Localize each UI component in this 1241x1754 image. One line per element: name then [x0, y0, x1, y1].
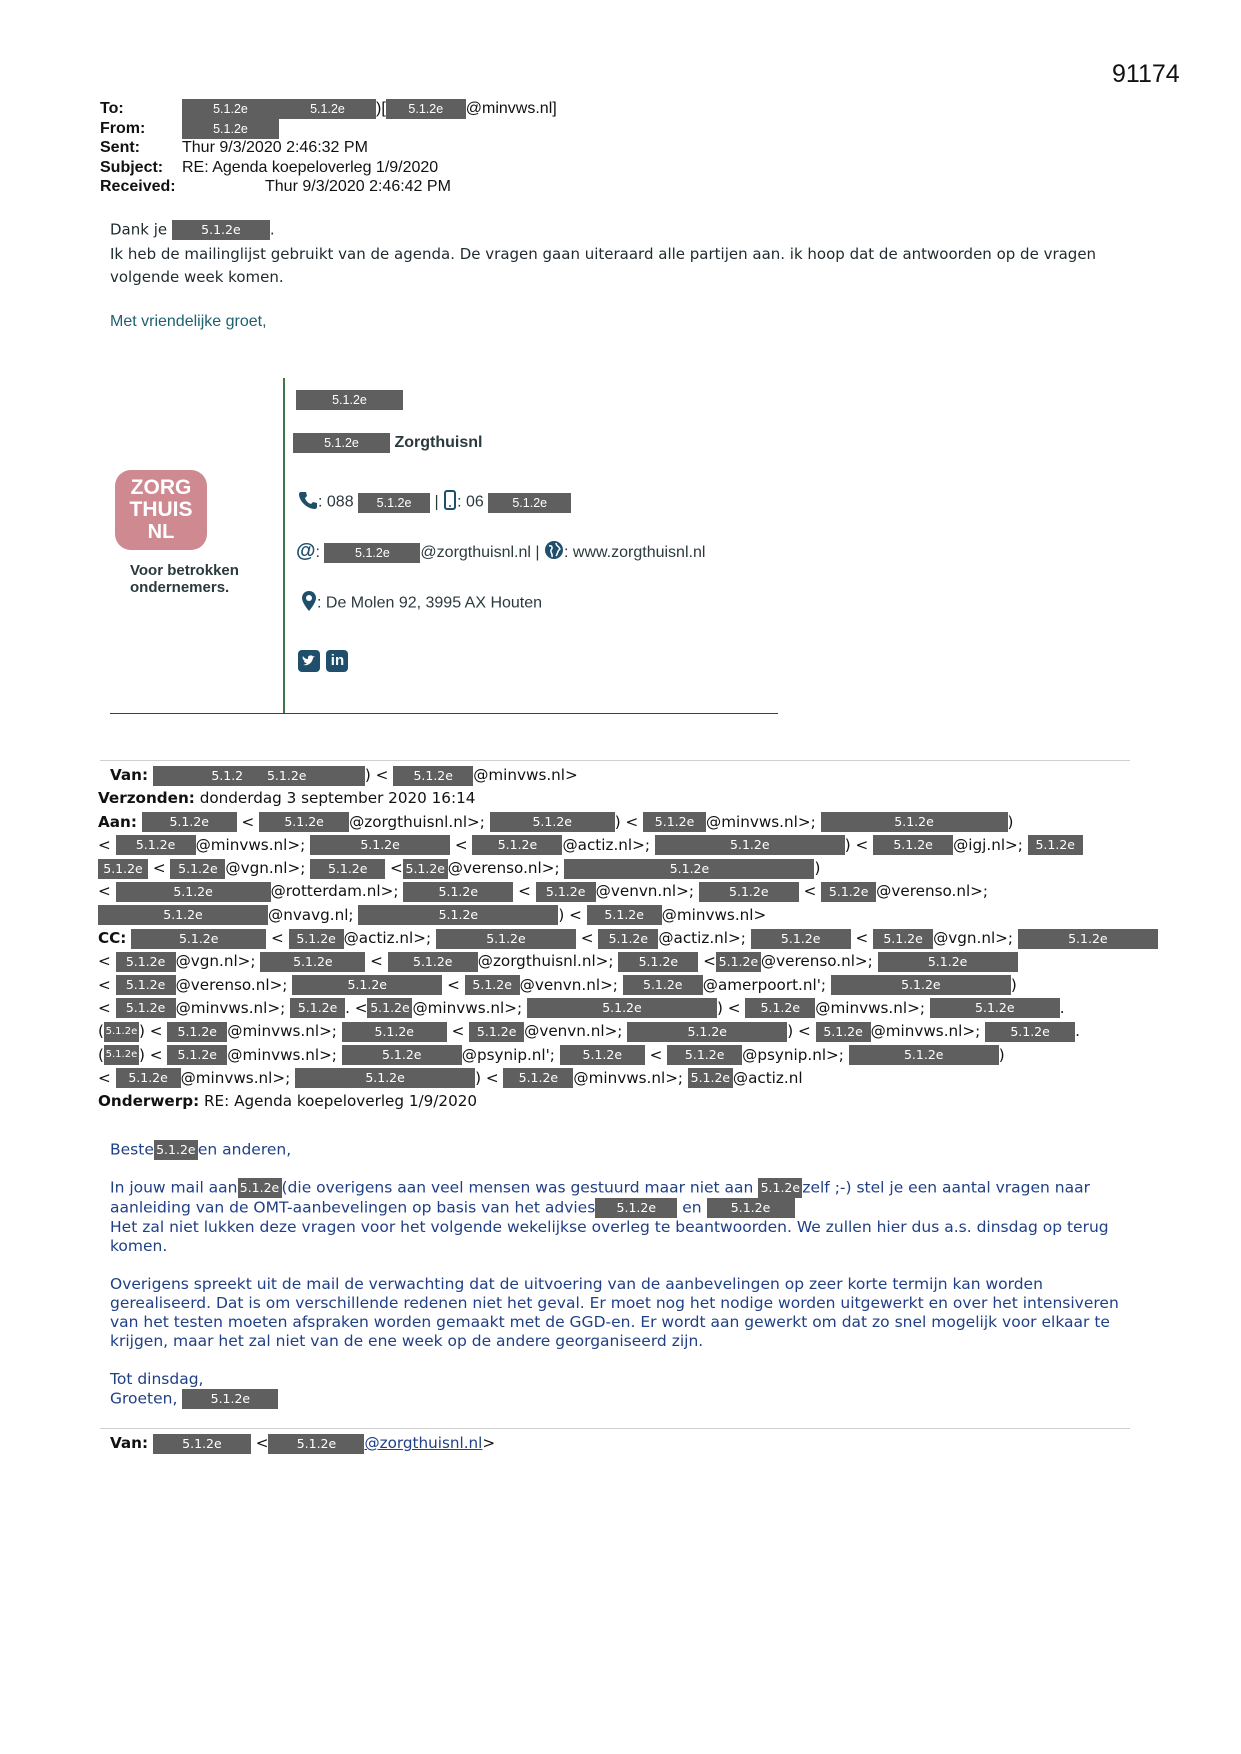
text-fragment: 5.1.2e [718, 953, 759, 969]
text-fragment: 5.1.2e [975, 1000, 1015, 1016]
body-paragraph-2-line-2: gerealiseerd. Dat is om verschillende redenen niet het geval. Er moet nog het nodige worden uitgewerkt en over het intensiveren [110, 1294, 1119, 1312]
text-fragment: CC: 5.1.2e < 5.1.2e @actiz.nl>; 5.1.2e < 5.1.2e @actiz.nl>; 5.1.2e < 5.1.2e @vgn.nl>; 5.1.2e [98, 927, 1138, 950]
text-fragment: 5.1.2e [1035, 837, 1075, 853]
at-icon: @ [296, 540, 316, 562]
text-fragment: @verenso.nl>; [876, 882, 989, 901]
text-fragment: 5.1.2e [545, 883, 586, 899]
text-fragment: 5.1.2e [690, 1070, 731, 1086]
address: : De Molen 92, 3995 AX Houten [317, 594, 543, 612]
location-pin-icon [301, 590, 317, 617]
text-fragment: @vgn.nl>; [933, 929, 1014, 948]
text-fragment: 5.1.2e [284, 814, 324, 830]
text-fragment: 5.1.2e [669, 860, 710, 876]
text-fragment: @minvws.nl> [473, 766, 578, 784]
redaction [388, 952, 478, 972]
text-fragment: 5.1.2e [760, 1180, 801, 1195]
social-icons [298, 650, 348, 672]
signature-name [296, 390, 403, 410]
body-greeting [110, 1140, 1130, 1160]
text-fragment: 5.1.2e [883, 930, 923, 946]
text-fragment: 5.1.2 [211, 767, 244, 783]
text-fragment: 5.1.2e [405, 860, 445, 876]
text-fragment: 5.1.2e [780, 930, 821, 946]
signature-address-line [301, 590, 542, 617]
text-fragment [98, 1090, 1138, 1113]
text-fragment: 5.1.2e [582, 1047, 623, 1063]
redaction [688, 1068, 733, 1088]
redaction [716, 952, 761, 972]
redaction [116, 882, 271, 902]
text-fragment: 5.1.2e [828, 883, 869, 899]
text-fragment: @actiz.nl>; [562, 835, 650, 854]
text-fragment: 5.1.2e [125, 1000, 166, 1016]
redaction: 5.1.2e [293, 433, 390, 453]
text-fragment: 5.1.2e [178, 860, 218, 876]
text-fragment: 5.1.2e [497, 837, 538, 853]
text-fragment: 5.1.2e [169, 814, 209, 830]
redaction [849, 1045, 999, 1065]
redaction [564, 859, 814, 879]
footer-van-line [110, 1432, 495, 1455]
redaction [758, 1178, 802, 1198]
text-fragment: @minvws.nl>; [706, 812, 816, 831]
text-fragment: @zorgthuisnl.nl>; [477, 952, 614, 971]
text-fragment: 5.1.2e [729, 883, 769, 899]
text-fragment: 5.1.2e [643, 977, 683, 993]
text-fragment: 5.1.2e [297, 1000, 338, 1016]
redaction [490, 812, 615, 832]
redaction [560, 1045, 645, 1065]
redaction [527, 998, 717, 1018]
redaction [260, 952, 365, 972]
redaction: 5.1.2e [358, 493, 430, 513]
text-fragment: 5.1.2e [684, 1047, 725, 1063]
text-fragment: @minvws.nl>; [815, 998, 925, 1017]
text-fragment: 5.1.2e [128, 1070, 168, 1086]
text-fragment: @minvws.nl>; [227, 1022, 337, 1041]
redaction [587, 905, 662, 925]
text-fragment: 5.1.2e [1010, 1023, 1050, 1039]
text-fragment: Groeten, [110, 1389, 178, 1408]
text-fragment: @zorgthuisnl.nl>; [349, 812, 485, 831]
redaction [116, 952, 176, 972]
redaction: 5.1.2e [172, 220, 270, 240]
signature-phone-line: : 088 5.1.2e | : 06 5.1.2e [298, 490, 571, 515]
text-fragment: < 5.1.2e @rotterdam.nl>; 5.1.2e < 5.1.2e @venvn.nl>; 5.1.2e < 5.1.2e @verenso.nl>; [98, 882, 989, 901]
signature-bottom-rule [110, 713, 778, 714]
text-fragment: Van: [110, 766, 149, 784]
body-paragraph-1-line-2 [110, 1198, 1130, 1218]
body-paragraph-2-line-1: Overigens spreekt uit de mail de verwachting dat de uitvoering van de aanbevelingen op zeer korte termijn kan worden [110, 1275, 1043, 1293]
redaction [536, 882, 596, 902]
redaction [873, 835, 953, 855]
redaction: 5.1.2e [324, 543, 420, 563]
text-fragment: 5.1.2e [163, 907, 203, 923]
text-fragment: @minvws.nl>; [175, 998, 286, 1017]
text-fragment: 5.1.2e [365, 1070, 405, 1086]
body-paragraph-1-line-4: komen. [110, 1237, 168, 1255]
text-fragment: @igj.nl>; [953, 835, 1023, 854]
sent-value: Thur 9/3/2020 2:46:32 PM [182, 139, 368, 156]
redaction [342, 1045, 462, 1065]
text-fragment: 5.1.2e [893, 837, 933, 853]
text-fragment: < 5.1.2e @minvws.nl>; 5.1.2e . < 5.1.2e @minvws.nl>; 5.1.2e ) < 5.1.2e @minvws.nl>; 5.1.2e . [98, 998, 1065, 1017]
redaction [1018, 929, 1158, 949]
text-fragment: 5.1.2e [125, 977, 166, 993]
redaction [469, 1022, 524, 1042]
redaction: 5.1.2e [182, 99, 279, 119]
redaction [104, 1022, 139, 1042]
mobile-icon [443, 490, 457, 515]
text-fragment: @actiz.nl>; [658, 929, 746, 948]
text-fragment: 5.1.2e [103, 860, 143, 876]
redaction [465, 975, 520, 995]
redaction [116, 1068, 181, 1088]
redaction [167, 1022, 227, 1042]
text-fragment: 5.1.2e [927, 953, 968, 969]
body-closing-2 [110, 1389, 1130, 1409]
redaction [182, 1389, 278, 1409]
text-fragment: 5.1.2e [178, 930, 219, 946]
text-fragment: RE: Agenda koepeloverleg 1/9/2020 [203, 1092, 478, 1111]
text-fragment: ( 5.1.2e ) < 5.1.2e @minvws.nl>; 5.1.2e @psynip.nl'; 5.1.2e < 5.1.2e @psynip.nl>; 5.1.2e ) [98, 1045, 1005, 1064]
text-fragment: 5.1.2e [608, 930, 649, 946]
redaction [358, 905, 558, 925]
redaction [342, 1022, 447, 1042]
text-fragment: @nvavg.nl; [268, 905, 354, 924]
redaction [367, 998, 412, 1018]
redaction [259, 812, 349, 832]
redaction [595, 1198, 677, 1218]
redaction: 5.1.2e [296, 390, 403, 410]
text-fragment: 5.1.2e [903, 1047, 944, 1063]
text-fragment: 5.1.2e [654, 814, 695, 830]
redaction [985, 1022, 1075, 1042]
text-fragment: @minvws.nl> [661, 905, 767, 924]
text-fragment: @rotterdam.nl>; [270, 882, 399, 901]
text-fragment: ( 5.1.2e ) < 5.1.2e @minvws.nl>; 5.1.2e < 5.1.2e @venvn.nl>; 5.1.2e ) < 5.1.2e @minvws.nl>; 5.1.2e . [98, 1022, 1080, 1041]
text-fragment: > [482, 1434, 496, 1452]
text-fragment: @verenso.nl>; [760, 952, 873, 971]
text-fragment: 5.1.2e [177, 1047, 217, 1063]
reply-line-1: Ik heb de mailinglijst gebruikt van de agenda. De vragen gaan uiteraard alle partijen aan. ik hoop dat de antwoorden op de vragen [110, 245, 1097, 263]
redaction [873, 929, 933, 949]
signature-vertical-rule [283, 378, 285, 714]
text-fragment: 5.1.2e [173, 883, 213, 899]
text-fragment: 5.1.2e [438, 883, 479, 899]
text-fragment: aanleiding van de OMT-aanbevelingen op basis van het advies [110, 1198, 596, 1217]
redaction [403, 882, 513, 902]
text-fragment: 5.1.2e [687, 1023, 727, 1039]
body-paragraph-1-line-3: Het zal niet lukken deze vragen voor het volgende wekelijkse overleg te beantwoorden. We zullen hier dus a.s. dinsdag op terug [110, 1218, 1109, 1236]
reply-line-2: volgende week komen. [110, 268, 284, 286]
text-fragment: @venvn.nl>; [595, 882, 694, 901]
received-value: Thur 9/3/2020 2:46:42 PM [265, 178, 451, 195]
text-fragment: @minvws.nl>; [195, 835, 306, 854]
text-fragment: @psynip.nl'; [461, 1045, 555, 1064]
text-fragment: 5.1.2e [1068, 930, 1108, 946]
text-fragment: < 5.1.2e @vgn.nl>; 5.1.2e < 5.1.2e @zorgthuisnl.nl>; 5.1.2e < 5.1.2e @verenso.nl>; 5.1.2e [98, 950, 1138, 973]
org-name: Zorgthuisnl [394, 434, 483, 452]
text-fragment: @venvn.nl>; [519, 975, 618, 994]
body-paragraph-2-line-3: van het testen moeten afspraken worden gemaakt met de GGD-en. Er wordt aan gewerkt om dat zo snel mogelijk voor elkaar te [110, 1313, 1110, 1331]
text-fragment: Onderwerp: [98, 1092, 200, 1111]
text-fragment: @actiz.nl>; [343, 929, 432, 948]
text-fragment: < [255, 1434, 269, 1452]
text-fragment: 5.1.2e [730, 837, 770, 853]
signature-org-line [293, 433, 482, 453]
text-fragment: 5.1.2e [156, 1142, 196, 1157]
text-fragment: 5.1.2e [894, 814, 934, 830]
text-fragment: @actiz.nl [732, 1068, 803, 1087]
redaction [831, 975, 1011, 995]
signature-email-line: @: 5.1.2e @zorgthuisnl.nl | : www.zorgthuisnl.nl [296, 540, 705, 565]
text-fragment: < 5.1.2e @minvws.nl>; 5.1.2e ) < 5.1.2e @minvws.nl>; 5.1.2e @actiz.nl [98, 1068, 803, 1087]
redaction [655, 835, 845, 855]
text-fragment: 5.1.2e [327, 860, 368, 876]
redaction: 5.1.2e [488, 493, 571, 513]
redaction [310, 835, 450, 855]
redaction [745, 998, 815, 1018]
redaction [643, 812, 706, 832]
text-fragment: zelf ;-) stel je een aantal vragen naar [802, 1178, 1090, 1197]
text-fragment: Van: [110, 1434, 149, 1452]
reply-greeting: Dank je 5.1.2e . [110, 220, 275, 239]
text-fragment: en anderen, [197, 1140, 292, 1159]
text-fragment: (die overigens aan veel mensen was gestuurd maar niet aan [281, 1178, 754, 1197]
redaction [1028, 835, 1083, 855]
redaction [98, 859, 148, 879]
redaction [310, 859, 385, 879]
text-fragment: 5.1.2e [760, 1000, 801, 1016]
website[interactable]: : www.zorgthuisnl.nl [564, 544, 706, 561]
redaction [268, 1434, 364, 1454]
to-label: To: [100, 100, 124, 117]
text-fragment: 5.1.2e [296, 1435, 337, 1451]
text-fragment: donderdag 3 september 2020 16:14 [199, 789, 476, 808]
text-fragment: 5.1.2e [532, 814, 572, 830]
text-fragment: en [682, 1198, 702, 1217]
redaction [170, 859, 225, 879]
text-fragment: 5.1.2e [135, 837, 176, 853]
twitter-icon[interactable] [298, 650, 320, 672]
text-fragment: 5.1.2e [602, 1000, 642, 1016]
text-fragment: 5.1.2e [266, 767, 307, 783]
redaction [821, 812, 1008, 832]
body-paragraph-1-line-1 [110, 1178, 1130, 1198]
redaction [751, 929, 851, 949]
redaction [667, 1045, 742, 1065]
text-fragment: 5.1.2e [476, 1023, 517, 1039]
message-body [110, 1140, 1130, 1409]
text-fragment [98, 787, 1138, 810]
body-closing-1: Tot dinsdag, [110, 1370, 204, 1388]
text-fragment: Verzonden: [98, 789, 195, 808]
text-fragment: Aan: [98, 812, 137, 831]
redaction [153, 1434, 251, 1454]
redaction [503, 1068, 573, 1088]
redaction [104, 1045, 139, 1065]
redaction [154, 1140, 198, 1160]
redaction [393, 766, 473, 786]
text-fragment: 5.1.2e [823, 1023, 863, 1039]
text-fragment: @verenso.nl>; [447, 859, 560, 878]
text-fragment: 5.1.2e [177, 1023, 217, 1039]
redaction [436, 929, 576, 949]
zorgthuisnl-logo: ZORG THUIS NL [115, 470, 207, 550]
redaction [623, 975, 703, 995]
text-fragment: @verenso.nl>; [175, 975, 288, 994]
text-fragment: @psynip.nl>; [742, 1045, 844, 1064]
text-fragment: 5.1.2e [296, 930, 336, 946]
text-fragment: 5.1.2e [360, 837, 400, 853]
linkedin-icon[interactable]: in [326, 650, 348, 672]
body-paragraph-2-line-4: krijgen, maar het zal niet van de ene week op de andere georganiseerd zijn. [110, 1332, 704, 1350]
phone-icon [298, 490, 318, 515]
text-fragment: 5.1.2e [413, 767, 453, 783]
subject-value: RE: Agenda koepeloverleg 1/9/2020 [182, 158, 439, 176]
text-fragment: @minvws.nl>; [412, 998, 523, 1017]
text-fragment: 5.1.2e [239, 1180, 280, 1195]
text-fragment: In jouw mail aan [110, 1178, 238, 1197]
text-fragment [110, 1351, 1130, 1370]
redaction: 5.1.2e [279, 99, 376, 119]
text-fragment: 5.1.2e [374, 1023, 414, 1039]
to-separator: )[ [376, 100, 386, 118]
text-fragment: 5.1.2e [413, 953, 453, 969]
reply-closing: Met vriendelijke groet, [110, 313, 267, 330]
text-fragment: 5.1.2e [604, 907, 644, 923]
forwarded-header [98, 764, 1138, 1113]
redaction [878, 952, 1018, 972]
text-fragment: 5.1.2e [518, 1070, 559, 1086]
text-fragment: 5.1.2e [347, 977, 387, 993]
text-fragment: Aan: 5.1.2e < 5.1.2e @zorgthuisnl.nl>; 5.1.2e ) < 5.1.2e @minvws.nl>; 5.1.2e ) [98, 812, 1014, 831]
redaction [816, 1022, 871, 1042]
text-fragment [110, 1432, 495, 1455]
redaction [598, 929, 658, 949]
separator [100, 1428, 1130, 1429]
redaction [131, 929, 266, 949]
text-fragment: 5.1.2e [105, 1025, 138, 1037]
redaction [116, 975, 176, 995]
redaction [930, 998, 1060, 1018]
received-label: Received: [100, 178, 176, 195]
text-fragment: @vgn.nl>; [225, 859, 306, 878]
text-fragment: 5.1.2e @nvavg.nl; 5.1.2e ) < 5.1.2e @minvws.nl> [98, 904, 1138, 927]
redaction [290, 998, 345, 1018]
redaction [153, 766, 365, 786]
redaction [707, 1198, 795, 1218]
redaction [116, 998, 176, 1018]
logo-tagline: Voor betrokken ondernemers. [130, 562, 239, 596]
footer-email-link[interactable]: @zorgthuisnl.nl [364, 1434, 483, 1452]
subject-label: Subject: [100, 158, 164, 176]
redaction [116, 835, 196, 855]
text-fragment: 5.1.2e < 5.1.2e @vgn.nl>; 5.1.2e < 5.1.2e @verenso.nl>; 5.1.2e ) [98, 857, 1138, 880]
text-fragment: 5.1.2e [438, 907, 479, 923]
redaction [821, 882, 876, 902]
redaction [142, 812, 237, 832]
redaction [618, 952, 698, 972]
text-fragment: @minvws.nl>; [870, 1022, 981, 1041]
text-fragment: 5.1.2e [125, 953, 166, 969]
redaction [238, 1178, 282, 1198]
redaction [403, 859, 448, 879]
text-fragment: @minvws.nl>; [227, 1045, 337, 1064]
text-fragment: 5.1.2e [901, 977, 941, 993]
text-fragment: Beste [110, 1140, 154, 1159]
text-fragment: 5.1.2e [616, 1200, 657, 1215]
text-fragment: @venvn.nl>; [524, 1022, 623, 1041]
text-fragment: @amerpoort.nl'; [702, 975, 827, 994]
text-fragment: 5.1.2e [638, 953, 679, 969]
redaction [295, 1068, 475, 1088]
globe-icon [544, 540, 564, 565]
text-fragment: 5.1.2e [472, 977, 512, 993]
email-header [100, 99, 700, 197]
text-fragment [110, 1160, 1130, 1178]
text-fragment: 5.1.2e [210, 1391, 251, 1406]
text-fragment: @vgn.nl>; [175, 952, 256, 971]
text-fragment: @minvws.nl>; [180, 1068, 291, 1087]
text-fragment: 5.1.2e [293, 953, 333, 969]
text-fragment: 5.1.2e [486, 930, 526, 946]
text-fragment: 5.1.2e [105, 1049, 138, 1061]
from-label: From: [100, 119, 146, 137]
text-fragment: < 5.1.2e @minvws.nl>; 5.1.2e < 5.1.2e @actiz.nl>; 5.1.2e ) < 5.1.2e @igj.nl>; 5.1.2e [98, 834, 1138, 857]
text-fragment [110, 1256, 1130, 1275]
redaction: 5.1.2e [182, 119, 279, 139]
separator [100, 760, 1130, 761]
text-fragment: < 5.1.2e @verenso.nl>; 5.1.2e < 5.1.2e @venvn.nl>; 5.1.2e @amerpoort.nl'; 5.1.2e ) [98, 975, 1017, 994]
to-domain: @minvws.nl] [465, 100, 557, 118]
document-number: 91174 [1112, 60, 1180, 88]
sent-label: Sent: [100, 139, 140, 156]
text-fragment: Van: 5.1.2 5.1.2e ) < 5.1.2e @minvws.nl> [110, 766, 578, 784]
redaction: 5.1.2e [386, 99, 466, 119]
redaction [292, 975, 442, 995]
redaction [98, 905, 268, 925]
text-fragment: CC: [98, 929, 127, 948]
redaction [699, 882, 799, 902]
redaction [472, 835, 562, 855]
text-fragment: 5.1.2e [382, 1047, 422, 1063]
redaction [167, 1045, 227, 1065]
redaction [289, 929, 344, 949]
text-fragment: 5.1.2e [370, 1000, 410, 1016]
text-fragment: 5.1.2e [730, 1200, 771, 1215]
email-domain: @zorgthuisnl.nl | [420, 544, 540, 561]
redaction [627, 1022, 787, 1042]
text-fragment: @minvws.nl>; [573, 1068, 684, 1087]
text-fragment: 5.1.2e [182, 1435, 222, 1451]
